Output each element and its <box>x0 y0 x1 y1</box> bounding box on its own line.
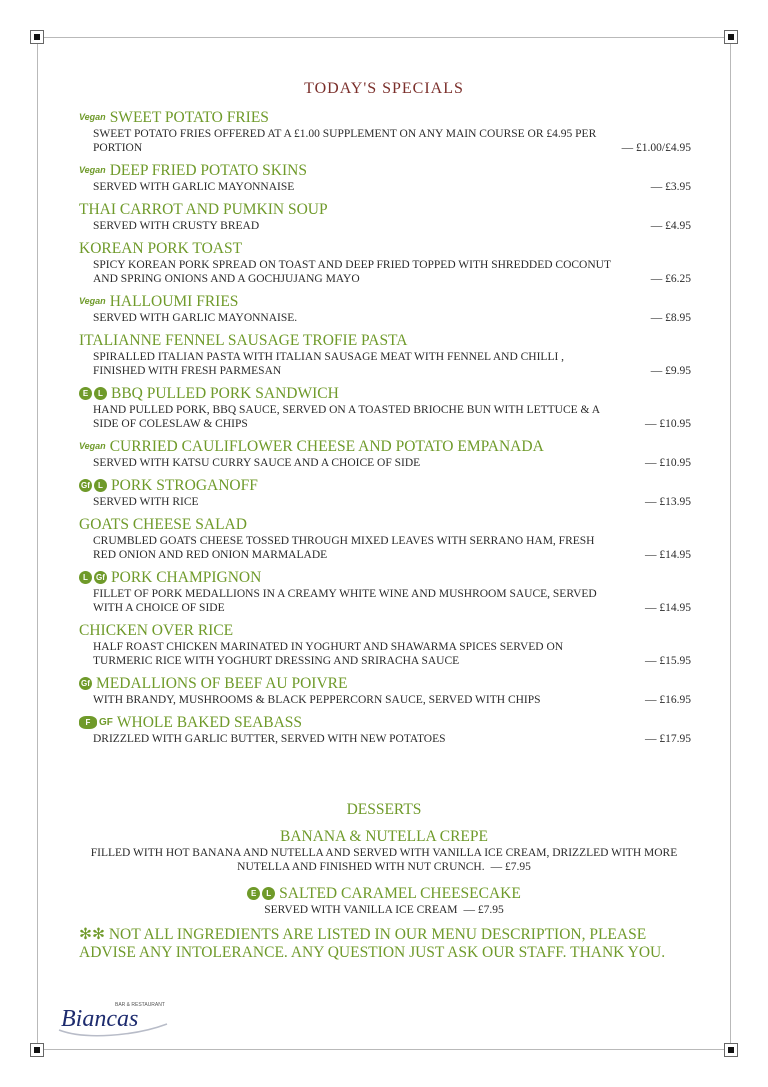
menu-item-name <box>79 713 691 732</box>
dietary-badges <box>79 111 106 124</box>
menu-item-name <box>79 200 691 219</box>
menu-item-description-text: SERVED WITH GARLIC MAYONNAISE <box>93 181 295 193</box>
menu-item-price: — £13.95 <box>645 496 691 508</box>
menu-item-price: — £1.00/£4.95 <box>621 142 691 154</box>
dessert-item <box>0 827 768 874</box>
menu-item-price: — £10.95 <box>645 418 691 430</box>
gf-icon: Gf <box>94 571 107 584</box>
menu-item-name <box>79 292 691 311</box>
vegan-icon: Vegan <box>79 165 106 175</box>
specials-list <box>79 108 691 752</box>
menu-item-description-text: CRUMBLED GOATS CHEESE TOSSED THROUGH MIXED LEAVES WITH SERRANO HAM, FRESH RED ONION AND RED ONION MARMALADE <box>93 535 595 561</box>
menu-item-description-text: SPICY KOREAN PORK SPREAD ON TOAST AND DEEP FRIED TOPPED WITH SHREDDED COCONUT AND SPRING ONIONS AND A GOCHJUJANG MAYO <box>93 259 611 285</box>
logo-tag: BAR & RESTAURANT <box>115 1002 165 1008</box>
menu-item-price: — £4.95 <box>650 220 691 232</box>
menu-item-name-text: DEEP FRIED POTATO SKINS <box>109 162 307 179</box>
menu-item-name-text: KOREAN PORK TOAST <box>79 240 243 257</box>
dessert-item <box>0 884 768 917</box>
dietary-badges <box>79 295 106 308</box>
menu-item-price: — £15.95 <box>645 655 691 667</box>
dessert-name <box>0 884 768 903</box>
menu-item-price: — £14.95 <box>645 549 691 561</box>
menu-item-description-text: SERVED WITH GARLIC MAYONNAISE. <box>93 312 298 324</box>
dietary-badges <box>79 387 107 400</box>
menu-item <box>79 239 691 286</box>
menu-item <box>79 476 691 509</box>
dessert-description-text: SERVED WITH VANILLA ICE CREAM <box>264 904 458 916</box>
fish-icon: F <box>79 716 97 729</box>
menu-item-description <box>79 219 691 233</box>
lactose-icon: L <box>94 479 107 492</box>
menu-item-description-text: HAND PULLED PORK, BBQ SAUCE, SERVED ON A TOASTED BRIOCHE BUN WITH LETTUCE & A SIDE OF COLESLAW & CHIPS <box>93 404 600 430</box>
menu-item-description <box>79 350 691 378</box>
menu-item-price: — £3.95 <box>650 181 691 193</box>
menu-item-price: — £6.25 <box>650 273 691 285</box>
menu-item <box>79 292 691 325</box>
corner-ornament <box>724 1043 738 1057</box>
vegan-icon: Vegan <box>79 296 106 306</box>
menu-item <box>79 384 691 431</box>
menu-item-name-text: WHOLE BAKED SEABASS <box>116 714 303 731</box>
corner-ornament <box>724 30 738 44</box>
vegan-icon: Vegan <box>79 441 106 451</box>
menu-item-name <box>79 161 691 180</box>
menu-item-description-text: SERVED WITH CRUSTY BREAD <box>93 220 260 232</box>
menu-item-name-text: PORK STROGANOFF <box>111 477 258 494</box>
gf-icon: Gf <box>79 677 92 690</box>
menu-item-price: — £9.95 <box>650 365 691 377</box>
menu-item-description-text: FILLET OF PORK MEDALLIONS IN A CREAMY WHITE WINE AND MUSHROOM SAUCE, SERVED WITH A CHOICE OF SIDE <box>93 588 597 614</box>
menu-item-name-text: HALLOUMI FRIES <box>109 293 239 310</box>
menu-item-name <box>79 108 691 127</box>
menu-item-name <box>79 674 691 693</box>
dietary-badges <box>79 571 107 584</box>
menu-item <box>79 161 691 194</box>
menu-item-description-text: HALF ROAST CHICKEN MARINATED IN YOGHURT AND SHAWARMA SPICES SERVED ON TURMERIC RICE WITH YOGHURT DRESSING AND SRIRACHA SAUCE <box>93 641 564 667</box>
dessert-name-text: BANANA & NUTELLA CREPE <box>280 828 488 845</box>
menu-item-name-text: CHICKEN OVER RICE <box>79 622 234 639</box>
dessert-description-text: FILLED WITH HOT BANANA AND NUTELLA AND SERVED WITH VANILLA ICE CREAM, DRIZZLED WITH MORE NUTELLA AND FINISHED WITH NUT CRUNCH. <box>90 847 678 873</box>
menu-item-name-text: SWEET POTATO FRIES <box>109 109 269 126</box>
menu-item-price: — £10.95 <box>645 457 691 469</box>
menu-item-name <box>79 515 691 534</box>
menu-item-description <box>79 640 691 668</box>
corner-ornament <box>30 30 44 44</box>
egg-icon: E <box>247 887 260 900</box>
gf-icon: Gf <box>79 479 92 492</box>
menu-item-name <box>79 239 691 258</box>
dessert-description <box>84 903 684 917</box>
menu-item <box>79 674 691 707</box>
menu-item-description-text: DRIZZLED WITH GARLIC BUTTER, SERVED WITH NEW POTATOES <box>93 733 446 745</box>
menu-item-description <box>79 587 691 615</box>
page-title: TODAY'S SPECIALS <box>304 80 464 97</box>
dessert-name <box>0 827 768 846</box>
menu-item-description-text: WITH BRANDY, MUSHROOMS & BLACK PEPPERCORN SAUCE, SERVED WITH CHIPS <box>93 694 541 706</box>
dietary-badges <box>79 440 106 453</box>
menu-item-name <box>79 437 691 456</box>
menu-item-description <box>79 732 691 746</box>
allergy-notice: ✻✻ NOT ALL INGREDIENTS ARE LISTED IN OUR MENU DESCRIPTION, PLEASE ADVISE ANY INTOLERANCE. ANY QUESTION JUST ASK OUR STAFF. THANK YOU. <box>79 926 666 961</box>
menu-item-description <box>79 495 691 509</box>
menu-item <box>79 108 691 155</box>
menu-item-name-text: THAI CARROT AND PUMKIN SOUP <box>79 201 328 218</box>
menu-item-name-text: CURRIED CAULIFLOWER CHEESE AND POTATO EMPANADA <box>109 438 544 455</box>
dessert-description <box>84 846 684 874</box>
lactose-icon: L <box>94 387 107 400</box>
dietary-badges <box>79 716 113 729</box>
menu-item-name <box>79 384 691 403</box>
dessert-name-text: SALTED CARAMEL CHEESECAKE <box>279 885 521 902</box>
menu-item-price: — £14.95 <box>645 602 691 614</box>
dietary-badges <box>79 479 107 492</box>
menu-item <box>79 200 691 233</box>
menu-item-description <box>79 403 691 431</box>
menu-item-price: — £8.95 <box>650 312 691 324</box>
menu-item-description <box>79 311 691 325</box>
menu-item-name-text: GOATS CHEESE SALAD <box>79 516 247 533</box>
egg-icon: E <box>79 387 92 400</box>
menu-item-name-text: PORK CHAMPIGNON <box>111 569 262 586</box>
menu-item-description <box>79 456 691 470</box>
menu-item-name <box>79 621 691 640</box>
lactose-icon: L <box>79 571 92 584</box>
menu-item-description-text: SERVED WITH RICE <box>93 496 199 508</box>
menu-item <box>79 437 691 470</box>
menu-item <box>79 568 691 615</box>
logo-name: Biancas <box>61 1006 139 1032</box>
menu-item-name-text: ITALIANNE FENNEL SAUSAGE TROFIE PASTA <box>79 332 408 349</box>
menu-item-description <box>79 127 691 155</box>
dessert-price: — £7.95 <box>490 861 531 873</box>
menu-item-description-text: SERVED WITH KATSU CURRY SAUCE AND A CHOICE OF SIDE <box>93 457 421 469</box>
vegan-icon: Vegan <box>79 112 106 122</box>
menu-item-description <box>79 534 691 562</box>
gftext-icon: GF <box>99 717 113 728</box>
dietary-badges <box>79 677 92 690</box>
dessert-price: — £7.95 <box>463 904 504 916</box>
menu-item-description <box>79 180 691 194</box>
menu-item-price: — £16.95 <box>645 694 691 706</box>
menu-item-name <box>79 568 691 587</box>
menu-item <box>79 515 691 562</box>
menu-item-name <box>79 331 691 350</box>
dietary-badges <box>247 887 275 900</box>
menu-item-name <box>79 476 691 495</box>
menu-item-description <box>79 258 691 286</box>
menu-item <box>79 713 691 746</box>
menu-item-description <box>79 693 691 707</box>
corner-ornament <box>30 1043 44 1057</box>
menu-item-description-text: SWEET POTATO FRIES OFFERED AT A £1.00 SUPPLEMENT ON ANY MAIN COURSE OR £4.95 PER PORTION <box>93 128 597 154</box>
menu-item <box>79 331 691 378</box>
dietary-badges <box>79 164 106 177</box>
lactose-icon: L <box>262 887 275 900</box>
menu-item-description-text: SPIRALLED ITALIAN PASTA WITH ITALIAN SAUSAGE MEAT WITH FENNEL AND CHILLI , FINISHED WITH FRESH PARMESAN <box>93 351 565 377</box>
menu-item-name-text: MEDALLIONS OF BEEF AU POIVRE <box>96 675 348 692</box>
restaurant-logo <box>55 996 170 1038</box>
desserts-title: DESSERTS <box>346 801 422 818</box>
menu-item-price: — £17.95 <box>645 733 691 745</box>
menu-item-name-text: BBQ PULLED PORK SANDWICH <box>111 385 339 402</box>
menu-item <box>79 621 691 668</box>
